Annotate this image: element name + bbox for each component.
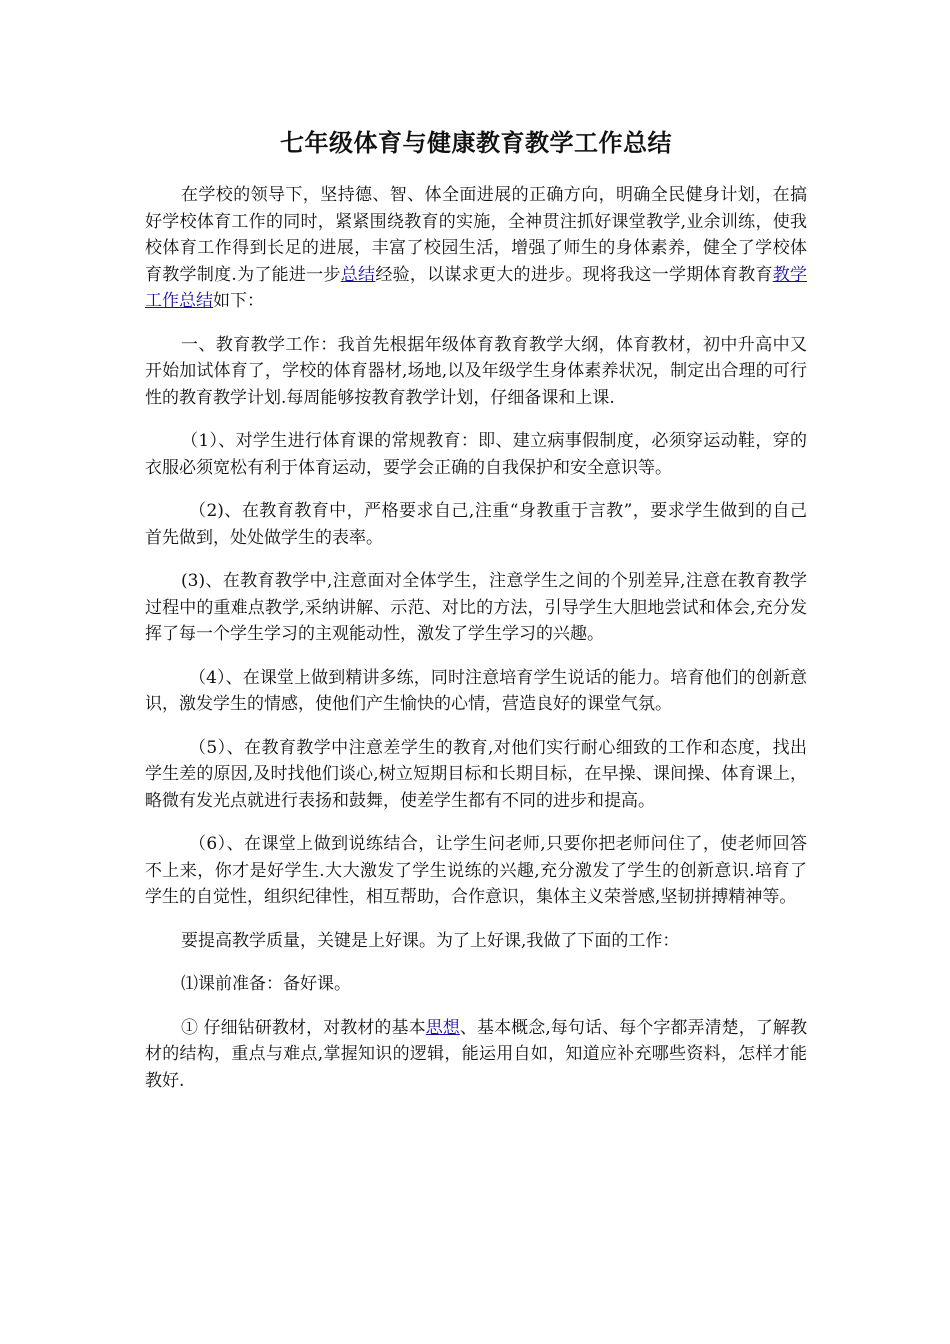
study-text-1: ① 仔细钻研教材，对教材的基本 [181, 1017, 426, 1038]
intro-text-3: 如下： [213, 291, 264, 311]
section-teaching-work: 一、教育教学工作：我首先根据年级体育教育教学大纲，体育教材，初中升高中又开始加试体育了，学校的体育器材,场地,以及年级学生身体素养状况，制定出合理的可行性的教育教学计划.每周能够按教育教学计划，仔细备课和上课. [145, 334, 807, 408]
intro-text-2: 经验，以谋求更大的进步。现将我这一学期体育教育 [375, 264, 773, 285]
prep-paragraph: ⑴课前准备：备好课。 [181, 974, 351, 994]
item-practice-more: （4）、在课堂上做到精讲多练，同时注意培育学生说话的能力。培育他们的创新意识，激发学生的情感，使他们产生愉快的心情，营造良好的课堂气氛。 [145, 667, 807, 714]
item-question-teacher: （6）、在课堂上做到说练结合，让学生问老师,只要你把老师问住了，使老师回答不上来，你才是好学生.大大激发了学生说练的兴趣,充分激发了学生的创新意识.培育了学生的自觉性，组织纪律性，相互帮助，合作意识，集体主义荣誉感,坚韧拼搏精神等。 [145, 834, 807, 907]
intro-text-1: 在学校的领导下，坚持德、智、体全面进展的正确方向，明确全民健身计划，在搞好学校体育工作的同时，紧紧围绕教育的实施，全神贯注抓好课堂教学,业余训练，使我校体育工作得到长足的进展，丰富了校园生活，增强了师生的身体素养，健全了学校体育教学制度.为了能进一步 [145, 185, 807, 285]
summary-link[interactable]: 总结 [340, 264, 376, 285]
teaching-summary-link[interactable]: 教学工作总结 [145, 264, 808, 311]
quality-paragraph: 要提高教学质量，关键是上好课。为了上好课,我做了下面的工作： [181, 930, 680, 951]
study-text-2: 、基本概念,每句话、每个字都弄清楚，了解教材的结构，重点与难点,掌握知识的逻辑，能运用自如，知道应补充哪些资料，怎样才能教好. [145, 1017, 808, 1091]
item-lead-by-example: （2)、在教育教育中，严格要求自己,注重“身教重于言教”，要求学生做到的自己首先做到，处处做学生的表率。 [145, 501, 807, 548]
item-weak-students: （5）、在教育教学中注意差学生的教育,对他们实行耐心细致的工作和态度，找出学生差的原因,及时找他们谈心,树立短期目标和长期目标，在早操、课间操、体育课上，略微有发光点就进行表扬和鼓舞，使差学生都有不同的进步和提高。 [145, 737, 807, 811]
item-routine-education: （1）、对学生进行体育课的常规教育：即、建立病事假制度，必须穿运动鞋，穿的衣服必须宽松有利于体育运动，要学会正确的自我保护和安全意识等。 [145, 431, 807, 478]
study-materials-paragraph [145, 1015, 807, 1095]
item-individual-differences: (3)、在教育教学中,注意面对全体学生，注意学生之间的个别差异,注意在教育教学过程中的重难点教学,采纳讲解、示范、对比的方法，引导学生大胆地尝试和体会,充分发挥了每一个学生学习的主观能动性，激发了学生学习的兴趣。 [145, 571, 807, 644]
intro-paragraph [145, 182, 807, 315]
thought-link[interactable]: 思想 [425, 1017, 460, 1038]
document-title: 七年级体育与健康教育教学工作总结 [280, 128, 672, 157]
document-page [145, 128, 807, 1111]
